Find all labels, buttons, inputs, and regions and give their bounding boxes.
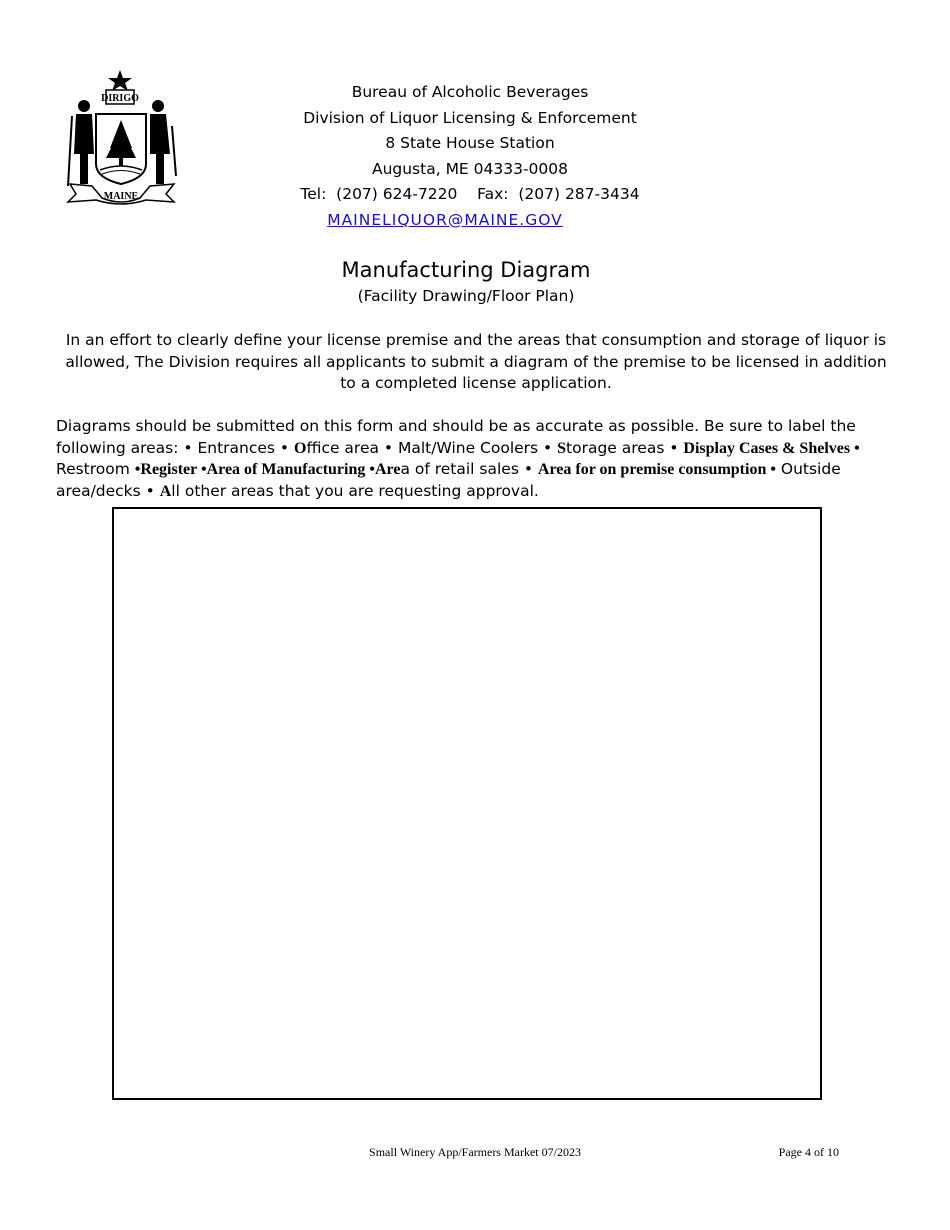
city-state-zip: Augusta, ME 04333-0008: [371, 159, 569, 178]
phone-fax: Tel: (207) 624-7220 Fax: (207) 287-3434: [300, 185, 640, 203]
instructions-text: Restroom: [56, 460, 135, 478]
street-address: 8 State House Station: [385, 134, 555, 152]
instructions-bold: Display Cases & Shelves •: [683, 439, 860, 457]
instructions-text: a of retail sales •: [400, 460, 538, 478]
maine-state-seal-icon: [62, 66, 182, 206]
instructions-text: Outside area/decks •: [56, 460, 841, 500]
instructions-bold: A: [159, 482, 172, 500]
instructions-text: Diagrams should be submitted on this form and should be as accurate as possible. Be sure to label the following areas: • Entrances •: [56, 417, 856, 457]
instructions-text: ffice area • Malt/Wine Coolers •: [306, 438, 558, 457]
seal-banner: MAINE: [103, 191, 139, 202]
seal-motto: DIRIGO: [101, 93, 139, 104]
diagram-drawing-area[interactable]: [112, 507, 822, 1100]
page-subtitle: (Facility Drawing/Floor Plan): [357, 287, 575, 305]
footer-form-id: Small Winery App/Farmers Market 07/2023: [369, 1145, 581, 1159]
intro-paragraph: In an effort to clearly define your license premise and the areas that consumption and storage of liquor is allowed, The Division requires all applicants to submit a diagram of the premise to be licensed in addition to a completed license application.: [65, 331, 887, 392]
agency-name: Bureau of Alcoholic Beverages: [351, 83, 589, 101]
instructions-text: torage areas •: [566, 438, 684, 457]
agency-header: [200, 80, 740, 233]
instructions-bold: Area for on premise consumption •: [537, 461, 776, 478]
division-name: Division of Liquor Licensing & Enforcement: [303, 108, 637, 127]
instructions-bold: S: [557, 439, 567, 457]
footer-page-number: Page 4 of 10: [778, 1145, 839, 1159]
page-title: Manufacturing Diagram: [341, 258, 591, 282]
email-link[interactable]: MAINELIQUOR@MAINE.GOV: [327, 210, 563, 229]
instructions-text: ll other areas that you are requesting approval.: [171, 481, 539, 500]
instructions-bold: O: [294, 439, 307, 457]
instructions-bold: •Register •Area of Manufacturing •Are: [134, 461, 401, 478]
instructions-paragraph: [56, 416, 906, 502]
